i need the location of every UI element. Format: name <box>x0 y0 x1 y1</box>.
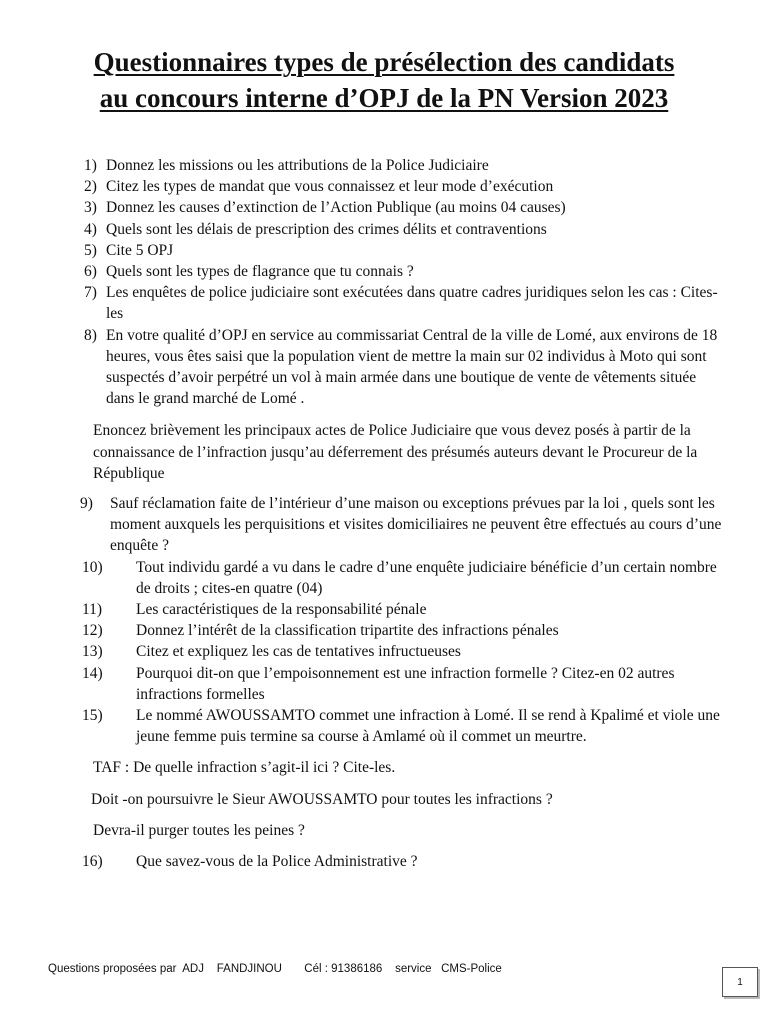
taf-line-2: Doit -on poursuivre le Sieur AWOUSSAMTO pour toutes les infractions ? <box>91 790 553 808</box>
footer-credit: Questions proposées par ADJ FANDJINOU Cél : 91386186 service CMS-Police <box>48 963 502 975</box>
question-8: 8) En votre qualité d’OPJ en service au commissariat Central de la ville de Lomé, aux environs de 18 heures, vous êtes saisi que la population vient de mettre la main sur 02 individus à Moto qui sont suspectés d’avoir perpétré un vol à main armée dans une boutique de vente de vêtements située dans le grand marché de Lomé . <box>84 326 718 408</box>
question-16: 16) Que savez-vous de la Police Administrative ? <box>82 853 418 871</box>
question-10: 10) Tout individu gardé a vu dans le cadre d’une enquête judiciaire bénéficie d’un certain nombre de droits ; cites-en quatre (04) <box>82 558 717 597</box>
question-14: 14) Pourquoi dit-on que l’empoisonnement est une infraction formelle ? Citez-en 02 autres infractions formelles <box>82 664 675 703</box>
question-1: 1) Donnez les missions ou les attributions de la Police Judiciaire <box>84 157 489 174</box>
question-12: 12) Donnez l’intérêt de la classification tripartite des infractions pénales <box>82 622 559 640</box>
question-5: 5) Cite 5 OPJ <box>84 241 174 259</box>
document-title <box>0 44 768 116</box>
question-6: 6) Quels sont les types de flagrance que tu connais ? <box>84 263 414 281</box>
question-8-instruction: Enoncez brièvement les principaux actes de Police Judiciaire que vous devez posés à partir de la connaissance de l’infraction jusqu’au déferrement des présumés auteurs devant le Procureur de la République <box>93 422 698 482</box>
question-9: 9) Sauf réclamation faite de l’intérieur d’une maison ou exceptions prévues par la loi , quels sont les moment auxquels les perquisitions et visites domiciliaires ne peuvent être effectués au cours d’une enquête ? <box>80 495 722 555</box>
question-list <box>80 155 724 872</box>
taf-line-3: Devra-il purger toutes les peines ? <box>93 821 305 839</box>
question-15: 15) Le nommé AWOUSSAMTO commet une infraction à Lomé. Il se rend à Kpalimé et viole une jeune femme puis termine sa course à Amlamé où il commet un meurtre. <box>82 707 720 746</box>
question-4: 4) Quels sont les délais de prescription des crimes délits et contraventions <box>84 220 547 238</box>
question-2: 2) Citez les types de mandat que vous connaissez et leur mode d’exécution <box>84 178 554 196</box>
question-13: 13) Citez et expliquez les cas de tentatives infructueuses <box>82 643 461 661</box>
question-11: 11) Les caractéristiques de la responsabilité pénale <box>82 601 427 619</box>
question-7: 7) Les enquêtes de police judiciaire sont exécutées dans quatre cadres juridiques selon les cas : Cites-les <box>84 284 718 323</box>
title-line-1: Questionnaires types de présélection des candidats <box>93 47 675 77</box>
question-3: 3) Donnez les causes d’extinction de l’Action Publique (au moins 04 causes) <box>84 199 566 217</box>
title-line-2: au concours interne d’OPJ de la PN Version 2023 <box>99 83 669 113</box>
page-number: 1 <box>722 967 758 997</box>
taf-line-1: TAF : De quelle infraction s’agit-il ici ? Cite-les. <box>93 759 396 777</box>
